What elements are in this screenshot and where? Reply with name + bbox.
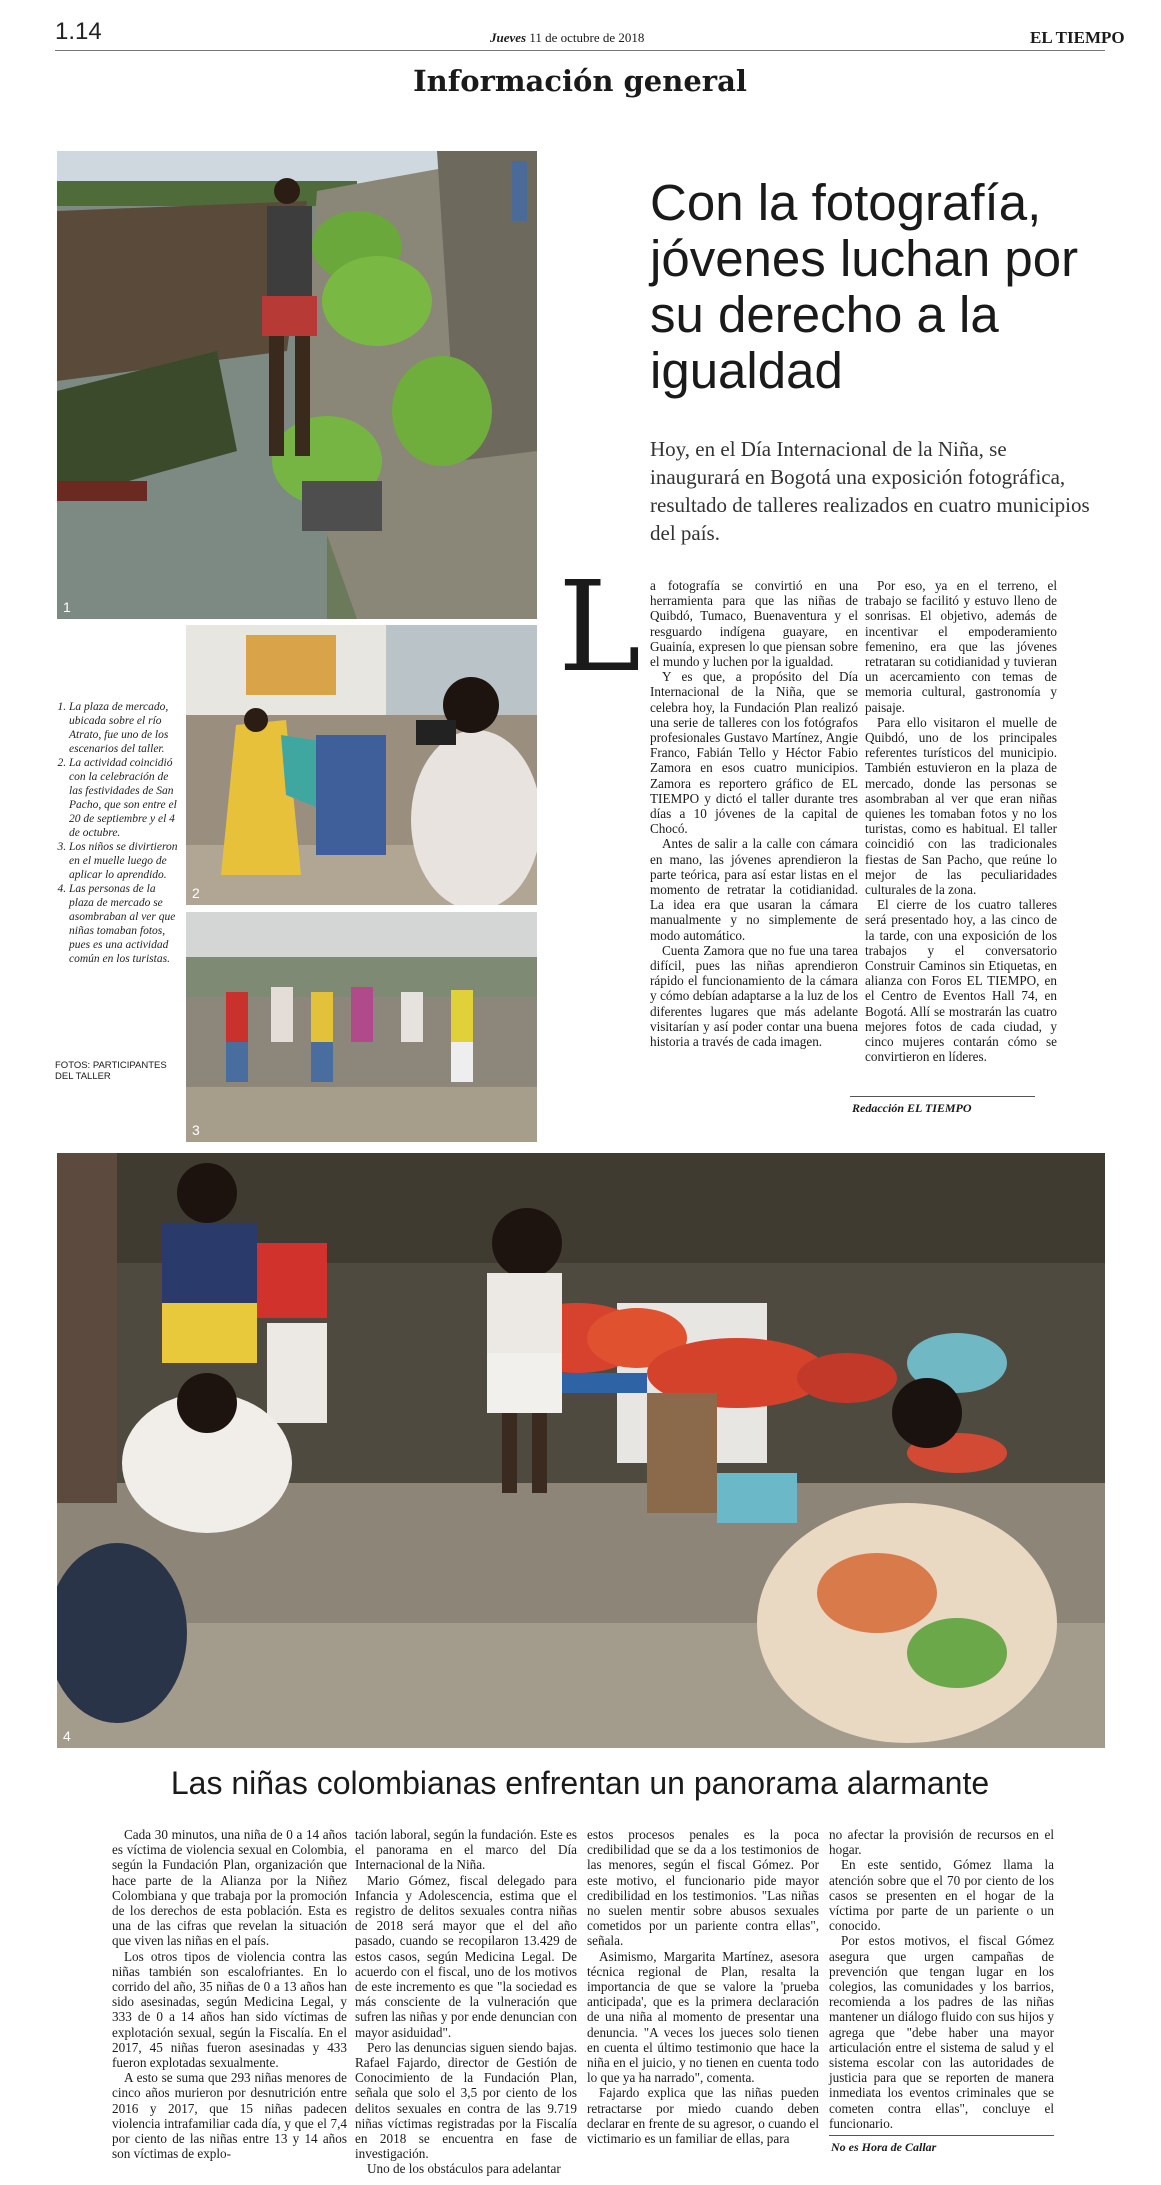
page-number: 1.14 bbox=[55, 18, 102, 45]
article-deck: Hoy, en el Día Internacional de la Niña, se inaugurará en Bogotá una exposición fotográfica, resultado de talleres realizados en cuatro municipios del país. bbox=[650, 437, 1090, 545]
photo-credit: FOTOS: PARTICIPANTES DEL TALLER bbox=[55, 1060, 167, 1082]
secondary-signature: No es Hora de Callar bbox=[831, 2140, 937, 2154]
caption-item: 2. La actividad coincidió con la celebración de las festividades de San Pacho, que son entre el 20 de septiembre y el 4 de octubre. bbox=[69, 756, 183, 840]
article-column-2 bbox=[865, 578, 1057, 1065]
article-paragraph: Fajardo explica que las niñas pueden retractarse por miedo cuando deben declarar en frente de su agresor, o cuando el victimario es un familiar de ellas, para bbox=[587, 2085, 819, 2147]
article-paragraph: estos procesos penales es la poca credibilidad que se da a los testimonios de las menores, según el fiscal Gómez. Por este motivo, el funcionario pide mayor credibilidad en los testimonios. "Las niñas no suelen mentir sobre abusos sexuales cometidos por un pariente contra ellas", señala. bbox=[587, 1827, 819, 1949]
section-title: Información general bbox=[413, 64, 747, 98]
article-headline: Con la fotografía, jóvenes luchan por su derecho a la igualdad bbox=[650, 174, 1079, 399]
article-paragraph: a fotografía se convirtió en una herramienta para que las niñas de Quibdó, Tumaco, Buenaventura y el resguardo indígena guayare, en Guainía, expresen lo que piensan sobre el mundo y luchen por la igualdad. bbox=[650, 578, 858, 670]
caption-item: 3. Los niños se divirtieron en el muelle luego de aplicar lo aprendido. bbox=[69, 840, 183, 882]
photo-1-number: 1 bbox=[63, 599, 71, 615]
article-paragraph: A esto se suma que 293 niñas menores de cinco años murieron por desnutrición entre 2016 y 2017, que 15 niñas padecen violencia intrafamiliar cada día, y que el 7,4 por ciento de las niñas entre 13 y 14 años son víctimas de explo- bbox=[112, 2070, 347, 2162]
photo-captions bbox=[55, 700, 183, 966]
article-paragraph: Pero las denuncias siguen siendo bajas. Rafael Fajardo, director de Gestión de Conocimiento de la Fundación Plan, señala que solo el 3,5 por ciento de los delitos sexuales en contra de las 9.719 niñas víctimas registradas por la Fiscalía en 2018 se encuentra en fase de investigación. bbox=[355, 2039, 577, 2162]
article-paragraph: El cierre de los cuatro talleres será presentado hoy, a las cinco de la tarde, con una exposición de los trabajos y el conversatorio Construir Caminos sin Etiquetas, en alianza con Foros EL TIEMPO, en el Centro de Eventos Hall 74, en Bogotá. Allí se mostrarán las cuatro mejores fotos de cada ciudad, y cinco mujeres contarán cómo se convirtieron en líderes. bbox=[865, 897, 1057, 1065]
secondary-column-1 bbox=[112, 1827, 347, 2161]
article-paragraph: Asimismo, Margarita Martínez, asesora técnica regional de Plan, resalta la importancia de que se valore la 'prueba anticipada', que es la primera declaración de una niña al momento de presentar una denuncia. "A veces los jueces solo tienen en cuenta el último testimonio que hace la niña en el juicio, y no tienen en cuenta todo lo que ya ha narrado", comenta. bbox=[587, 1948, 819, 2086]
signature-rule bbox=[850, 1096, 1035, 1097]
dateline bbox=[490, 30, 644, 46]
article-paragraph: tación laboral, según la fundación. Este es el panorama en el marco del Día Internacional de la Niña. bbox=[355, 1827, 577, 1873]
caption-item: 4. Las personas de la plaza de mercado se asombraban al ver que niñas tomaban fotos, pues es una actividad común en los turistas. bbox=[69, 882, 183, 966]
header-rule bbox=[55, 50, 1105, 51]
photo-1-illustration bbox=[57, 151, 537, 619]
article-paragraph: no afectar la provisión de recursos en el hogar. bbox=[829, 1827, 1054, 1858]
article-paragraph: Antes de salir a la calle con cámara en mano, las jóvenes aprendieron la parte teórica, para así estar listas en el momento de retratar la cotidianidad. La idea era que usaran la cámara manualmente y no simplemente de modo automático. bbox=[650, 836, 858, 943]
caption-item: 1. La plaza de mercado, ubicada sobre el río Atrato, fue uno de los escenarios del taller. bbox=[69, 700, 183, 756]
newspaper-brand: EL TIEMPO bbox=[1030, 28, 1125, 47]
photo-4-market-photographers bbox=[57, 1153, 1105, 1748]
photo-1-market-dock bbox=[57, 151, 537, 619]
photo-3-illustration bbox=[186, 912, 537, 1142]
article-paragraph: Por estos motivos, el fiscal Gómez asegura que urgen campañas de prevención que tengan lugar en los colegios, las comunidades y los barrios, recomienda a los padres de las niñas mantener un diálogo fluido con sus hijos y agrega que "debe haber una mayor articulación entre el sistema de salud y el sistema escolar con las autoridades de justicia para que se reporten de manera inmediata los eventos criminales que se cometen contra ellas", concluye el funcionario. bbox=[829, 1933, 1054, 2131]
article-signature: Redacción EL TIEMPO bbox=[852, 1101, 972, 1115]
article-paragraph: Por eso, ya en el terreno, el trabajo se facilitó y estuvo lleno de sonrisas. El objetivo, además de incentivar el empoderamiento femenino, era que las jóvenes retrataran su cotidianidad y tuvieran un acercamiento con temas de memoria cultural, gastronomía y paisaje. bbox=[865, 578, 1057, 715]
article-paragraph: Uno de los obstáculos para adelantar bbox=[367, 2161, 561, 2177]
photo-2-number: 2 bbox=[192, 885, 200, 901]
photo-4-illustration bbox=[57, 1153, 1105, 1748]
secondary-column-4 bbox=[829, 1827, 1054, 2131]
article-paragraph: Y es que, a propósito del Día Internacional de la Niña, que se celebra hoy, la Fundación Plan realizó una serie de talleres con los fotógrafos profesionales Gustavo Martínez, Angie Franco, Fabián Tello y Héctor Fabio Zamora en esos cuatro municipios. Zamora es reportero gráfico de EL TIEMPO y dictó el taller durante tres días a 10 jóvenes de la capital de Chocó. bbox=[650, 669, 858, 837]
article-column-1 bbox=[650, 578, 858, 1049]
drop-cap: L bbox=[558, 555, 642, 700]
photo-3-jumping bbox=[186, 912, 537, 1142]
article-paragraph: Para ello visitaron el muelle de Quibdó, uno de los principales referentes turísticos del municipio. También estuvieron en la plaza de mercado, donde las personas se asombraban al ver que eran niñas quienes les tomaban fotos y no los turistas, como es habitual. El taller coincidió con las tradicionales fiestas de San Pacho, que reúne lo mejor de las peculiaridades culturales de la zona. bbox=[865, 714, 1057, 898]
article-paragraph: Cada 30 minutos, una niña de 0 a 14 años es víctima de violencia sexual en Colombia, según la Fundación Plan, organización que hace parte de la Alianza por la Niñez Colombiana y que trabaja por la promoción de los derechos de esta población. Esta es una de las cifras que revelan la situación que viven las niñas en el país. bbox=[112, 1827, 347, 1949]
photo-2-festival bbox=[186, 625, 537, 905]
article-paragraph: Los otros tipos de violencia contra las niñas también son escalofriantes. En lo corrido del año, 35 niñas de 0 a 13 años han sido asesinadas, según Medicina Legal, y 333 de 0 a 14 años han sido víctimas de explotación sexual, según la Fiscalía. En el 2017, 45 niñas fueron asesinadas y 433 fueron explotadas sexualmente. bbox=[112, 1948, 347, 2071]
date-day: Jueves bbox=[490, 30, 527, 45]
secondary-column-2 bbox=[355, 1827, 577, 2177]
photo-2-illustration bbox=[186, 625, 537, 905]
secondary-signature-rule bbox=[829, 2135, 1054, 2136]
article-paragraph: Mario Gómez, fiscal delegado para Infancia y Adolescencia, estima que el registro de delitos sexuales contra niñas de 2018 será mayor que el del año pasado, cuando se recopilaron 13.429 de estos casos, según Medicina Legal. De acuerdo con el fiscal, uno de los motivos de este incremento es que "la sociedad es más consciente de la vulneración que sufren las niñas y por ende denuncian con mayor asiduidad". bbox=[355, 1872, 577, 2040]
secondary-headline: Las niñas colombianas enfrentan un panorama alarmante bbox=[170, 1765, 990, 1801]
secondary-column-3 bbox=[587, 1827, 819, 2146]
photo-3-number: 3 bbox=[192, 1122, 200, 1138]
date-rest: 11 de octubre de 2018 bbox=[529, 30, 645, 45]
photo-4-number: 4 bbox=[63, 1728, 71, 1744]
article-paragraph: En este sentido, Gómez llama la atención sobre que el 70 por ciento de los casos se presenten en el hogar de la víctima por parte de un pariente o un conocido. bbox=[829, 1857, 1054, 1934]
article-paragraph: Cuenta Zamora que no fue una tarea difícil, pues las niñas aprendieron rápido el funcionamiento de la cámara y cómo debían adaptarse a la luz de los diferentes lugares que más adelante visitarían y así poder contar una buena historia a través de cada imagen. bbox=[650, 942, 858, 1050]
